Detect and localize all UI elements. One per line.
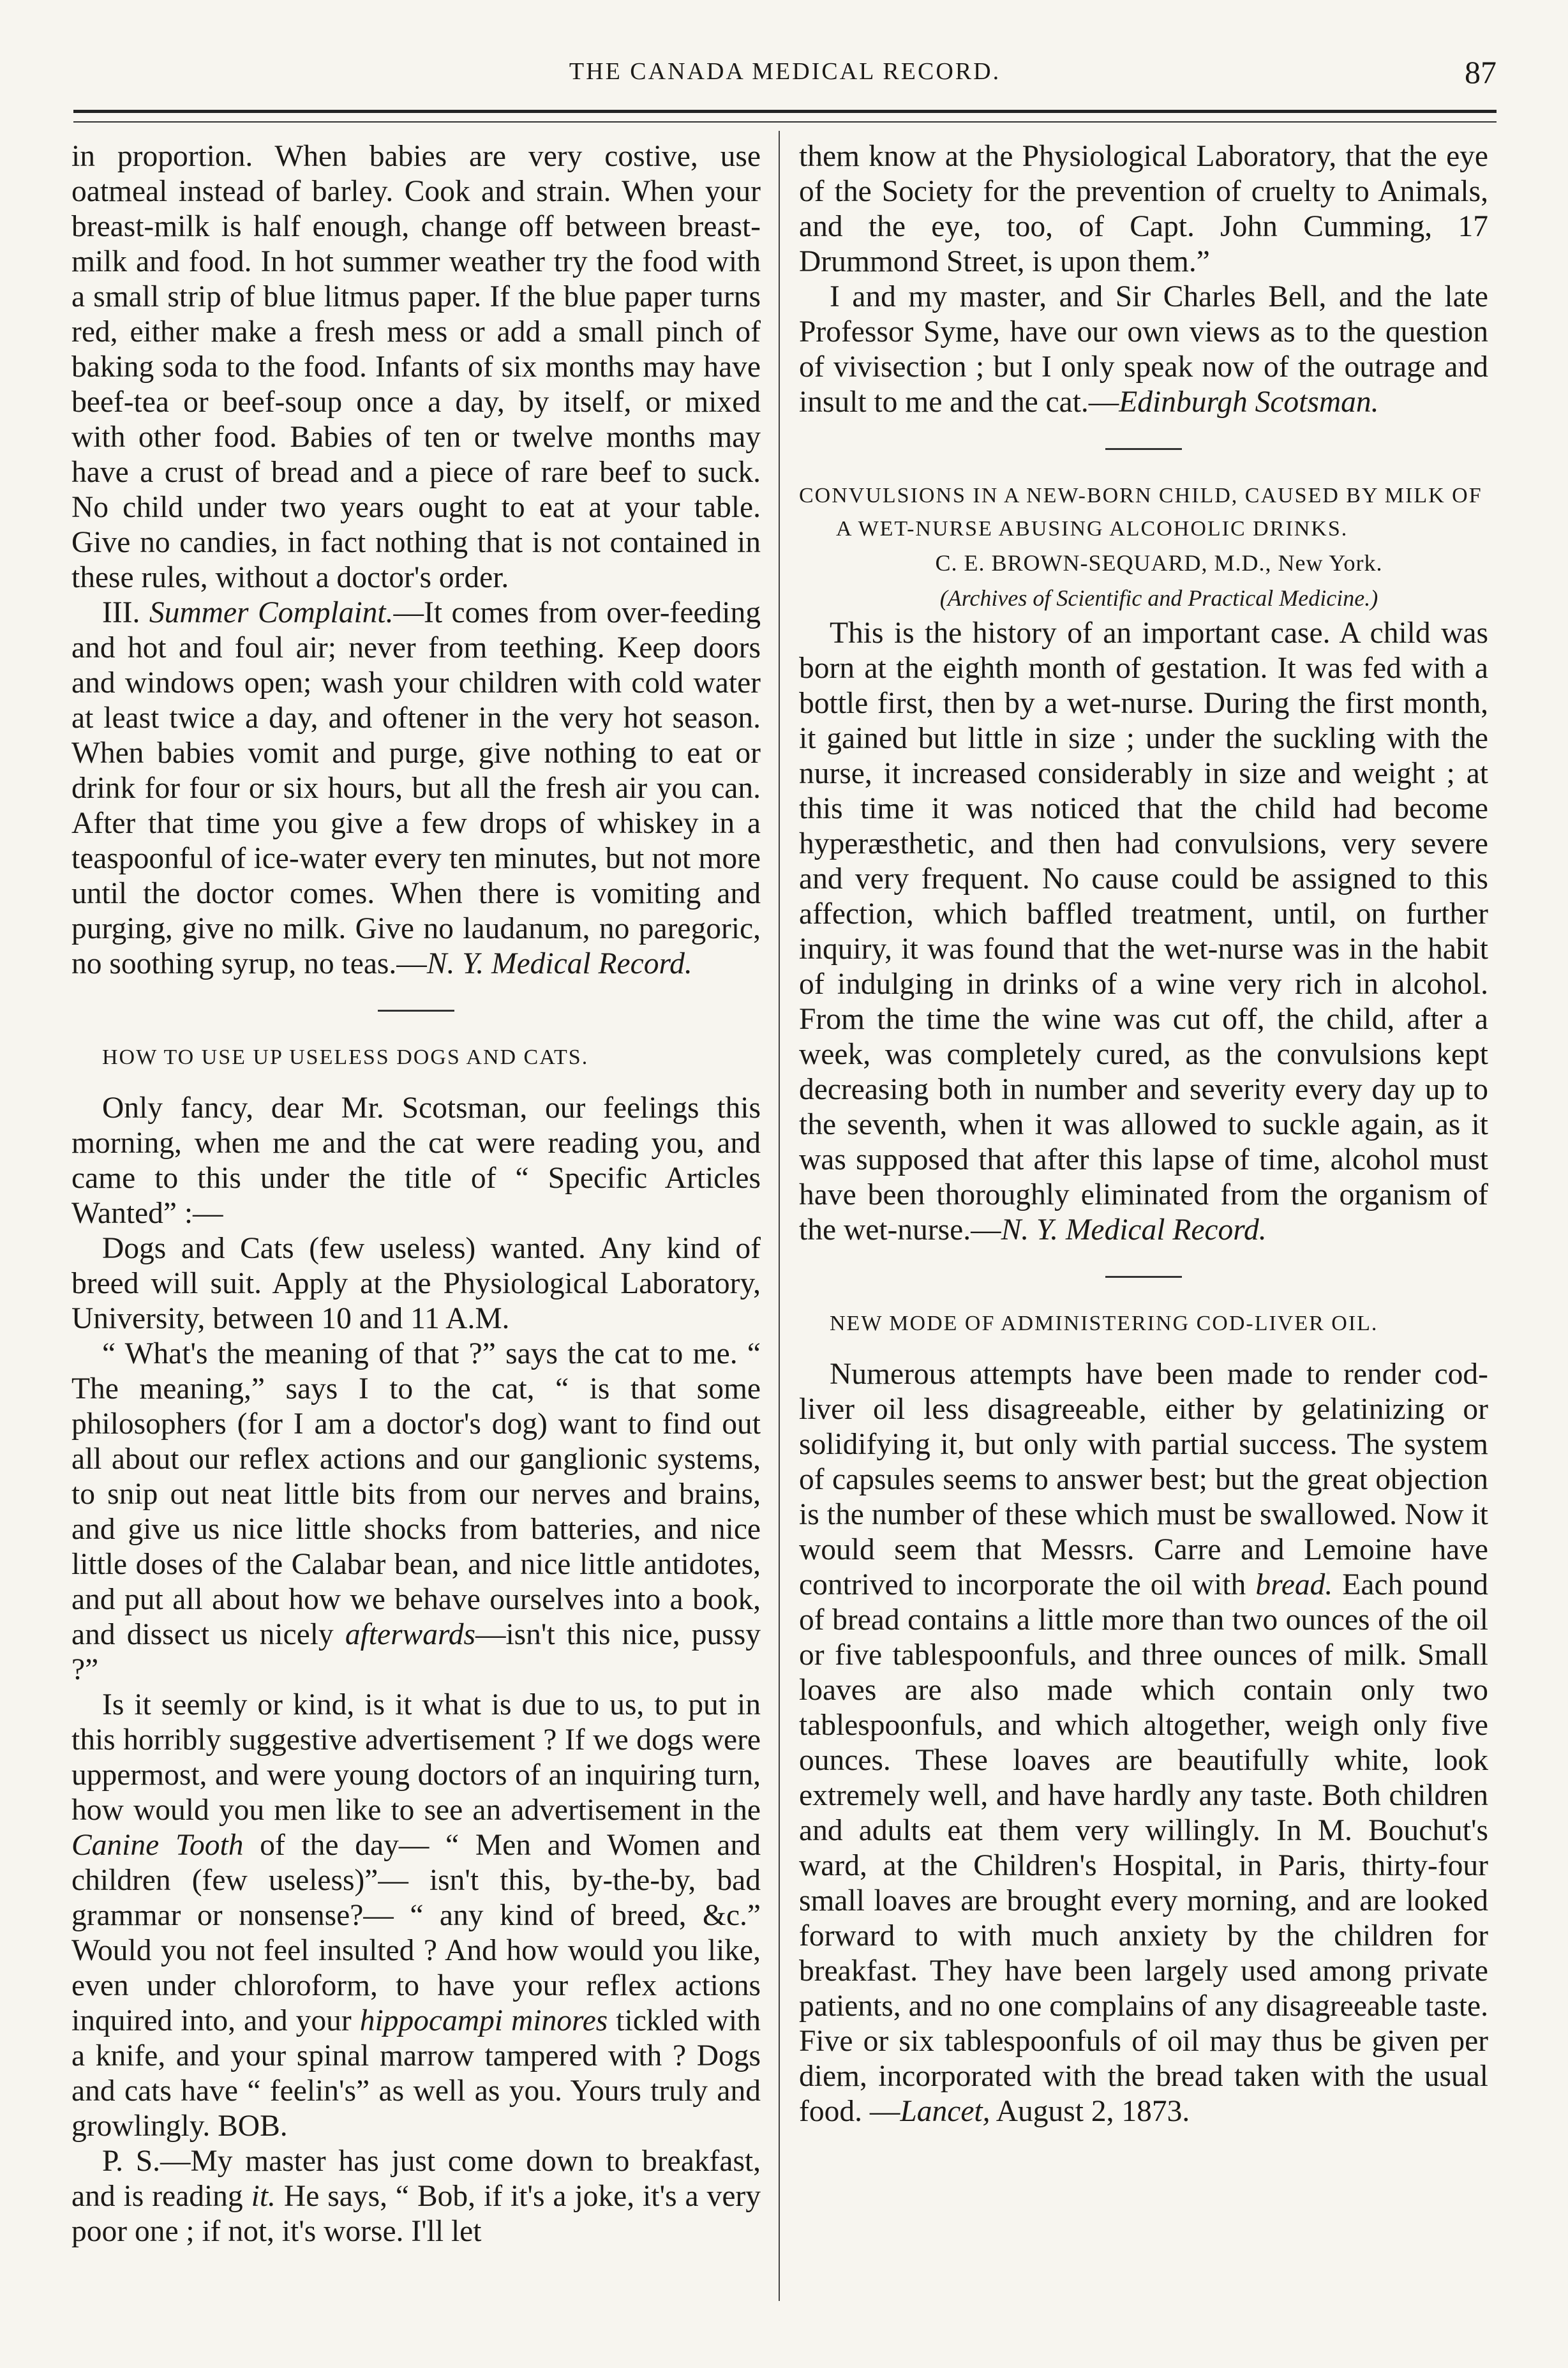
paragraph-summer-complaint [71, 596, 761, 982]
page-number: 87 [1465, 54, 1497, 90]
paragraph-text: Each pound of bread contains a little more than two ounces of the oil or five tablespoonfuls, and three ounces of milk. Small loaves are also made which contain only two tablespoonfuls, and which altogether, weigh only five ounces. These loaves are beautifully white, look extremely well, and have hardly any taste. Both children and adults eat them very willingly. In M. Bouchut's ward, at the Children's Hospital, in Paris, thirty-four small loaves are brought every morning, and are looked forward to with much anxiety by the children for breakfast. They have been largely used among private patients, and no one complains of any disagreeable taste. Five or six tablespoonfuls of oil may thus be given per diem, incorporated with the bread taken with the usual food. — [799, 1568, 1488, 2128]
italic-text: afterwards [345, 1618, 475, 1651]
paragraph-text: He says, “ Bob, if it's a joke, it's a very poor one ; if not, it's worse. I'll let [71, 2180, 761, 2248]
paragraph-text: tickled with a knife, and your spinal marrow tampered with ? Dogs and cats have “ feelin's” as well as you. Yours truly and growlingly. BOB. [71, 2004, 761, 2143]
running-head: THE CANADA MEDICAL RECORD. [569, 58, 1001, 85]
paragraph-text: —isn't this nice, pussy ?” [71, 1618, 761, 1686]
article-title-convulsions: CONVULSIONS IN A NEW-BORN CHILD, CAUSED BY MILK OF A WET-NURSE ABUSING ALCOHOLIC DRINKS. [799, 484, 1482, 541]
paragraph-text: I and my master, and Sir Charles Bell, and the late Professor Syme, have our own views as to the question of vivisection ; but I only speak now of the outrage and insult to me and the cat.— [799, 280, 1488, 419]
paragraph-cod-liver-oil [799, 1357, 1488, 2129]
paragraph-postscript [71, 2144, 761, 2249]
paragraph-infant-feeding: in proportion. When babies are very costive, use oatmeal instead of barley. Cook and strain. When your breast-milk is half enough, change off between breast-milk and food. In hot summer weather try the food with a small strip of blue litmus paper. If the blue paper turns red, either make a fresh mess or add a small pinch of baking soda to the food. Infants of six months may have beef-tea or beef-soup once a day, by itself, or mixed with other food. Babies of ten or twelve months may have a crust of bread and a piece of rare beef to suck. No child under two years ought to eat at your table. Give no candies, in fact nothing that is not contained in these rules, without a doctor's order. [71, 140, 761, 594]
left-column [71, 139, 761, 2249]
italic-text: hippocampi minores [359, 2004, 608, 2037]
article-title-dogs-cats: HOW TO USE UP USELESS DOGS AND CATS. [102, 1045, 589, 1069]
italic-text: bread. [1255, 1568, 1333, 1601]
section-separator [1105, 448, 1182, 450]
paragraph-text: of the day— “ Men and Women and children (few useless)”— isn't this, by-the-by, bad grammar or nonsense?— “ any kind of breed, &c.” Would you not feel insulted ? And how would you like, even under chloroform, to have your reflex actions inquired into, and your [71, 1829, 761, 2037]
header-rule-thin [73, 121, 1497, 123]
italic-text: Canine Tooth [71, 1829, 244, 1862]
paragraph-dogs-intro: Only fancy, dear Mr. Scotsman, our feelings this morning, when me and the cat were reading you, and came to this under the title of “ Specific Articles Wanted” :— [71, 1091, 761, 1230]
paragraph-text: Numerous attempts have been made to render cod-liver oil less disagreeable, either by gelatinizing or solidifying it, but only with partial success. The system of capsules seems to answer best; but the great objection is the number of these which must be swallowed. Now it would seem that Messrs. Carre and Lemoine have contrived to incorporate the oil with [799, 1358, 1488, 1601]
citation-date: August 2, 1873. [990, 2095, 1190, 2128]
paragraph-seemly [71, 1688, 761, 2144]
header-rule-thick [73, 110, 1497, 113]
paragraph-text: “ What's the meaning of that ?” says the cat to me. “ The meaning,” says I to the cat, “ is that some philosophers (for I am a doctor's dog) want to find out all about our reflex actions and our ganglionic systems, to snip out neat little bits from our nerves and brains, and give us nice little shocks from batteries, and nice little doses of the Calabar bean, and nice little antidotes, and put all about how we behave ourselves into a book, and dissect us nicely [71, 1337, 761, 1651]
paragraph-text: P. S.—My master has just come down to breakfast, and is reading [71, 2145, 761, 2213]
right-column [799, 139, 1488, 2129]
article-title-cod-liver-oil: NEW MODE OF ADMINISTERING COD-LIVER OIL. [830, 1312, 1378, 1335]
author-byline: C. E. BROWN-SEQUARD, M.D., New York. [935, 550, 1383, 576]
paragraph-text: Is it seemly or kind, is it what is due to us, to put in this horribly suggestive advertisement ? If we dogs were uppermost, and were young doctors of an inquiring turn, how would you men like to see an advertisement in the [71, 1688, 761, 1827]
paragraph-advertisement: Dogs and Cats (few useless) wanted. Any kind of breed will suit. Apply at the Physiological Laboratory, University, between 10 and 11 A.M. [71, 1232, 761, 1335]
source-citation: Edinburgh Scotsman. [1119, 386, 1379, 419]
paragraph-text: —It comes from over-feeding and hot and foul air; never from teething. Keep doors and windows open; wash your children with cold water at least twice a day, and oftener in the very hot season. When babies vomit and purge, give nothing to eat or drink for four or six hours, but all the fresh air you can. After that time you give a few drops of whiskey in a teaspoonful of ice-water every ten minutes, but not more until the doctor comes. When there is vomiting and purging, give no milk. Give no laudanum, no paregoric, no soothing syrup, no teas.— [71, 596, 761, 980]
section-separator [1105, 1276, 1182, 1278]
paragraph-meaning [71, 1337, 761, 1688]
paragraph-vivisection [799, 280, 1488, 420]
paragraph-continued: them know at the Physiological Laboratory, that the eye of the Society for the prevention of cruelty to Animals, and the eye, too, of Capt. John Cumming, 17 Drummond Street, is upon them.” [799, 140, 1488, 278]
column-divider [779, 131, 780, 2301]
paragraph-case-history [799, 616, 1488, 1248]
section-heading-italic: Summer Complaint. [149, 596, 394, 629]
source-citation: Lancet, [900, 2095, 990, 2128]
source-citation: N. Y. Medical Record. [426, 947, 692, 980]
source-journal: (Archives of Scientific and Practical Medicine.) [939, 585, 1378, 611]
source-citation: N. Y. Medical Record. [1001, 1213, 1267, 1247]
page-header [73, 54, 1497, 96]
italic-text: it. [251, 2180, 276, 2213]
paragraph-text: This is the history of an important case. A child was born at the eighth month of gestation. It was fed with a bottle first, then by a wet-nurse. During the first month, it gained but little in size ; under the suckling with the nurse, it increased considerably in size and weight ; at this time it was noticed that the child had become hyperæsthetic, and then had convulsions, very severe and very frequent. No cause could be assigned to this affection, which baffled treatment, until, on further inquiry, it was found that the wet-nurse was in the habit of indulging in drinks of a wine very rich in alcohol. From the time the wine was cut off, the child, after a week, was completely cured, as the convulsions kept decreasing both in number and severity every day up to the seventh, when it was allowed to suckle again, as it was supposed that after this lapse of time, alcohol must have been thoroughly eliminated from the organism of the wet-nurse.— [799, 617, 1488, 1247]
section-separator [378, 1010, 454, 1012]
section-number: III. [102, 596, 149, 629]
